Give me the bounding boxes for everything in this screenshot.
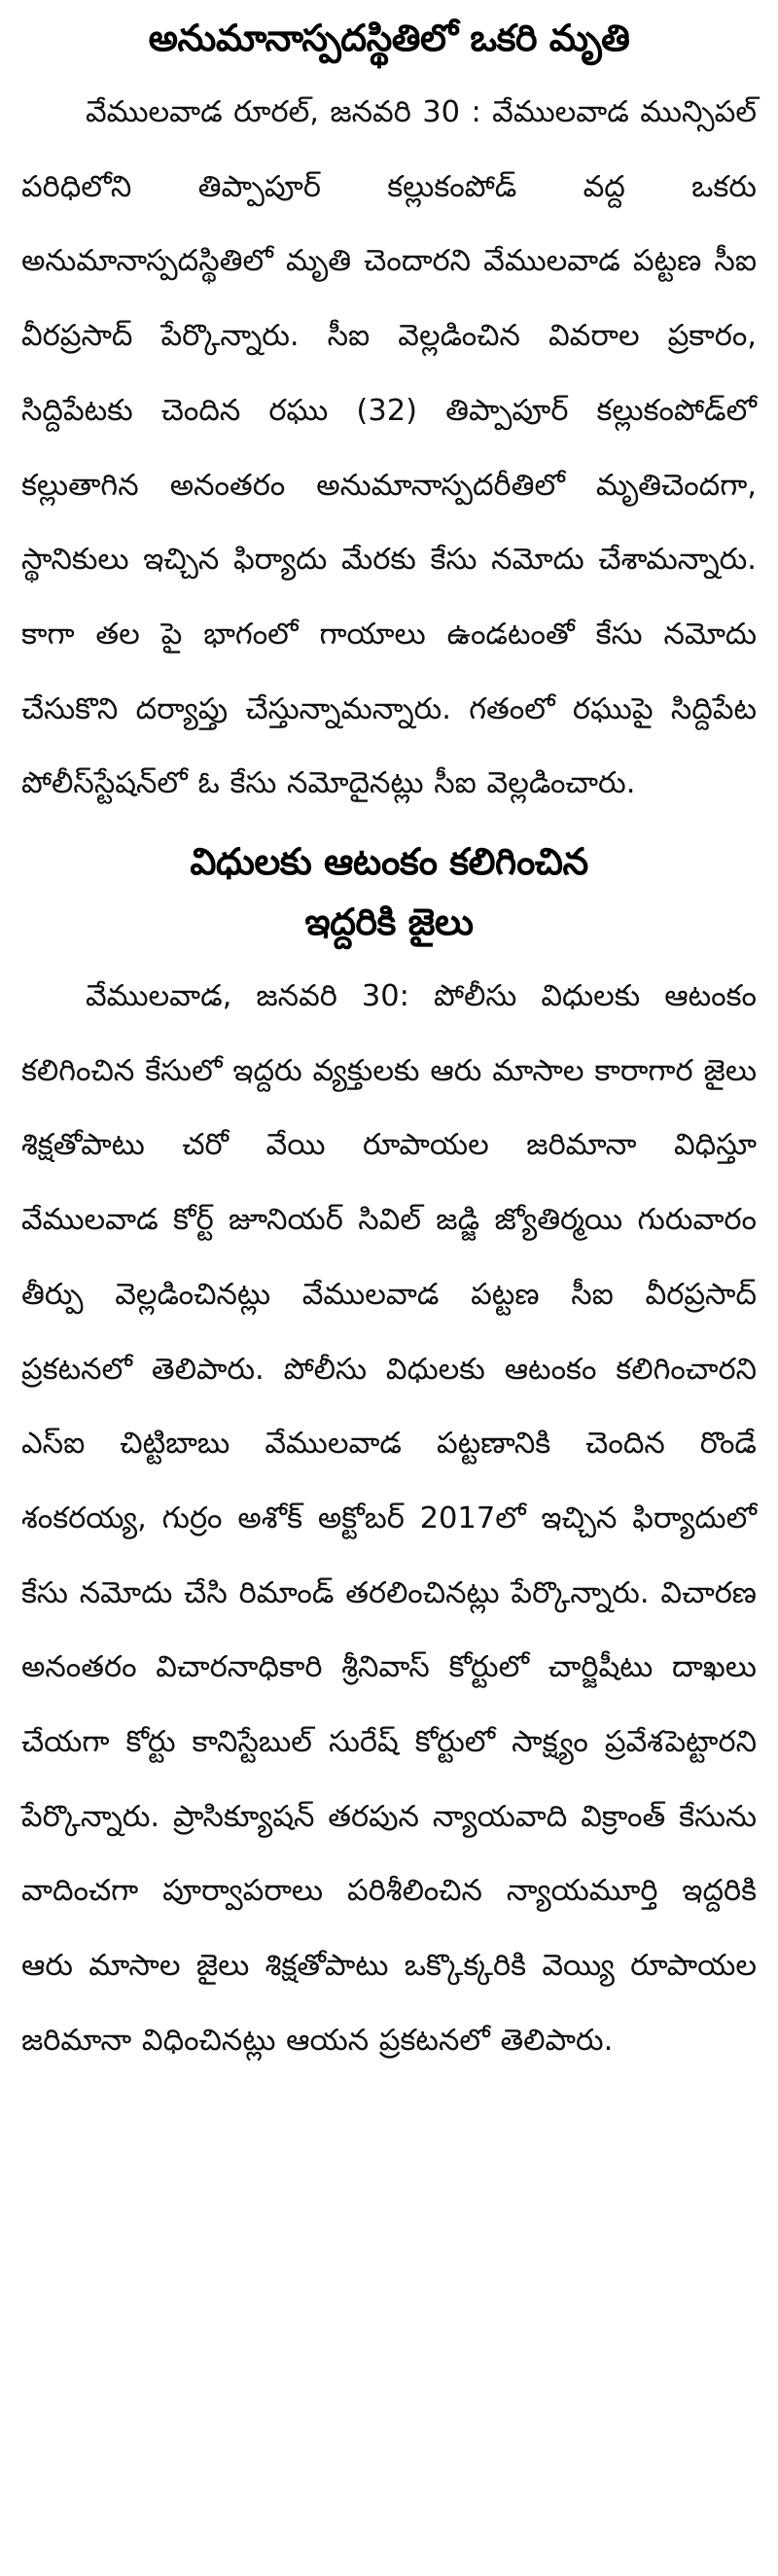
article-suspicious-death [21, 8, 757, 822]
article-one-dateline: వేములవాడ రూరల్, జనవరి 30 : [86, 95, 481, 129]
article-one-headline: అనుమానాస్పదస్థితిలో ఒకరి మృతి [148, 17, 630, 59]
article-one-body-paragraph [21, 76, 757, 822]
article-jail-sentence [21, 831, 757, 2079]
article-two-headline-line-1: విధులకు ఆటంకం కలిగించిన [190, 840, 588, 884]
article-one-body: వేములవాడ మున్సిపల్ పరిధిలోని తిప్పాపూర్ కల్లుకంపోడ్ వద్ద ఒకరు అనుమానాస్పదస్థితిలో మృతి చెందారని వేములవాడ పట్టణ సీఐ వీరప్రసాద్ పేర్కొన్నారు. సీఐ వెల్లడించిన వివరాల ప్రకారం, సిద్దిపేటకు చెందిన రఘు (32) తిప్పాపూర్ కల్లుకంపోడ్‌లో కల్లుతాగిన అనంతరం అనుమానాస్పదరీతిలో మృతిచెందగా, స్థానికులు ఇచ్చిన ఫిర్యాదు మేరకు కేసు నమోదు చేశామన్నారు. కాగా తల పై భాగంలో గాయాలు ఉండటంతో కేసు నమోదు చేసుకొని దర్యాప్తు చేస్తున్నామన్నారు. గతంలో రఘుపై సిద్దిపేట పోలీస్‌స్టేషన్‌లో ఓ కేసు నమోదైనట్లు సీఐ వెల్లడించారు. [21, 95, 757, 801]
article-two-body-paragraph [21, 960, 757, 2079]
article-two-headline-line-2: ఇద్దరికి జైలు [304, 900, 474, 944]
article-two-dateline: వేములవాడ, జనవరి 30: [86, 979, 409, 1014]
article-two-body: పోలీసు విధులకు ఆటంకం కలిగించిన కేసులో ఇద్దరు వ్యక్తులకు ఆరు మాసాల కారాగార జైలు శిక్షతోపాటు చరో వేయి రూపాయల జరిమానా విధిస్తూ వేములవాడ కోర్ట్ జూనియర్ సివిల్ జడ్జి జ్యోతిర్మయి గురువారం తీర్పు వెల్లడించినట్లు వేములవాడ పట్టణ సీఐ వీరప్రసాద్ ప్రకటనలో తెలిపారు. పోలీసు విధులకు ఆటంకం కలిగించారని ఎస్ఐ చిట్టిబాబు వేములవాడ పట్టణానికి చెందిన రొండే శంకరయ్య, గుర్రం అశోక్ అక్టోబర్ 2017లో ఇచ్చిన ఫిర్యాదులో కేసు నమోదు చేసి రిమాండ్ తరలించినట్లు పేర్కొన్నారు. విచారణ అనంతరం విచారనాధికారి శ్రీనివాస్ కోర్టులో చార్జిషీటు దాఖలు చేయగా కోర్టు కానిస్టేబుల్ సురేష్ కోర్టులో సాక్ష్యం ప్రవేశపెట్టారని పేర్కొన్నారు. ప్రాసిక్యూషన్ తరపున న్యాయవాది విక్రాంత్ కేసును వాదించగా పూర్వాపరాలు పరిశీలించిన న్యాయమూర్తి ఇద్దరికి ఆరు మాసాల జైలు శిక్షతోపాటు ఒక్కొక్కరికి వెయ్యి రూపాయల జరిమానా విధించినట్లు ఆయన ప్రకటనలో తెలిపారు. [21, 979, 757, 2058]
